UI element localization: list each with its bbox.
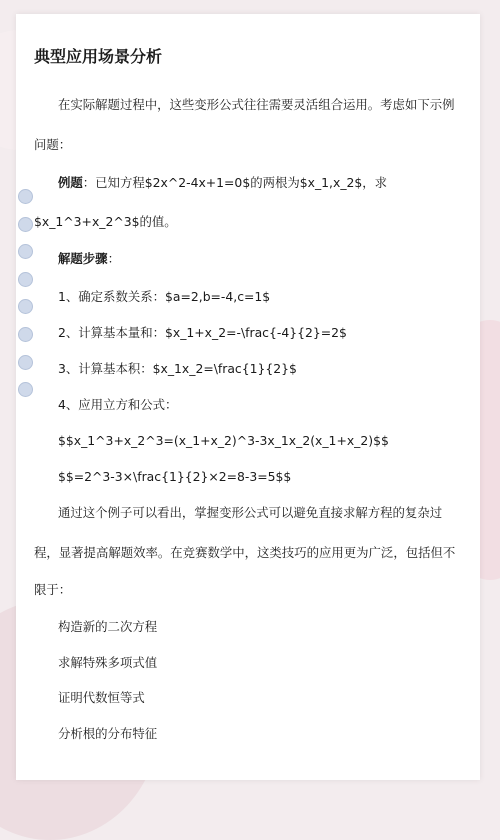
- binder-ring-icon: [18, 189, 33, 204]
- binder-ring-icon: [18, 355, 33, 370]
- binder-ring-icon: [18, 217, 33, 232]
- formula-line-1: $$x_1^3+x_2^3=(x_1+x_2)^3-3x_1x_2(x_1+x_2)$$: [58, 433, 389, 448]
- document-page: [16, 14, 480, 780]
- formula-line-2: $$=2^3-3×\frac{1}{2}×2=8-3=5$$: [58, 469, 292, 484]
- summary-line-2: 程，显著提高解题效率。在竞赛数学中，这类技巧的应用更为广泛，包括但不: [34, 545, 456, 560]
- summary-line-3: 限于：: [34, 582, 72, 597]
- binder-ring-icon: [18, 272, 33, 287]
- example-text: ：已知方程$2x^2-4x+1=0$的两根为$x_1,x_2$，求: [82, 175, 388, 190]
- binder-ring-icon: [18, 299, 33, 314]
- document-content: [34, 44, 464, 741]
- binder-rings: [18, 189, 34, 410]
- intro-line-1: 在实际解题过程中，这些变形公式往往需要灵活组合运用。考虑如下示例: [58, 97, 455, 112]
- step-item-1: 1、确定系数关系：$a=2,b=-4,c=1$: [58, 289, 271, 304]
- example-line-1: [34, 174, 387, 192]
- example-label: 例题: [58, 175, 83, 190]
- summary-line-1: 通过这个例子可以看出，掌握变形公式可以避免直接求解方程的复杂过: [58, 505, 443, 520]
- binder-ring-icon: [18, 327, 33, 342]
- step-item-4: 4、应用立方和公式：: [58, 397, 178, 412]
- list-item: 证明代数恒等式: [58, 690, 145, 705]
- list-item: 求解特殊多项式值: [58, 655, 158, 670]
- list-item: 分析根的分布特征: [58, 726, 158, 741]
- steps-heading: [34, 250, 120, 268]
- page-title: 典型应用场景分析: [34, 47, 163, 66]
- step-item-2: 2、计算基本量和：$x_1+x_2=-\frac{-4}{2}=2$: [58, 325, 347, 340]
- step-item-3: 3、计算基本积：$x_1x_2=\frac{1}{2}$: [58, 361, 297, 376]
- binder-ring-icon: [18, 244, 33, 259]
- list-item: 构造新的二次方程: [58, 619, 158, 634]
- example-line-2: $x_1^3+x_2^3$的值。: [34, 214, 177, 229]
- steps-title: 解题步骤: [58, 251, 108, 266]
- intro-line-2: 问题：: [34, 137, 72, 152]
- binder-ring-icon: [18, 382, 33, 397]
- steps-colon: ：: [107, 251, 120, 266]
